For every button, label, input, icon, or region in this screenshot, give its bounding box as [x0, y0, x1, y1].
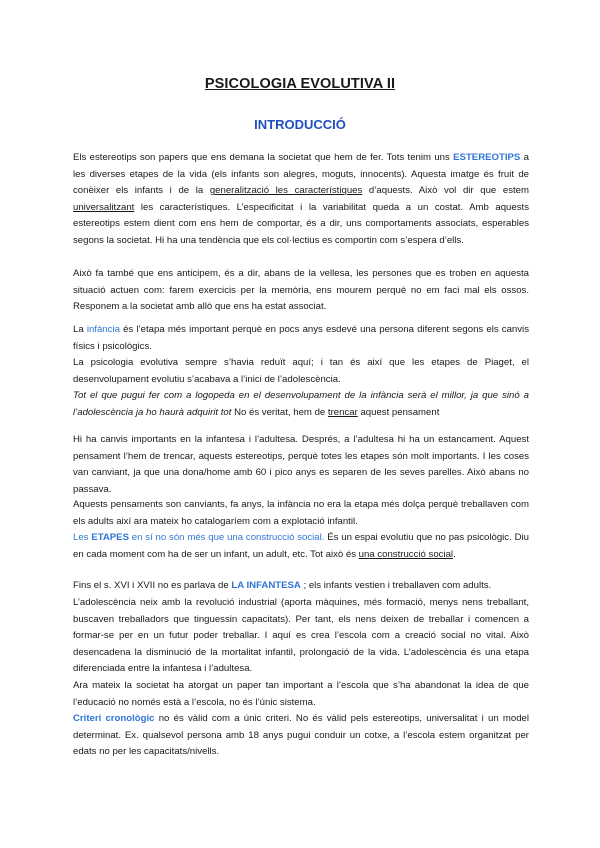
highlight-estereotips: ESTEREOTIPS — [453, 152, 521, 163]
highlight-infancia: infància — [86, 324, 120, 335]
blue-text-run: en sí no són més que una construcció social. — [128, 532, 325, 543]
paragraph-infantesa — [73, 578, 529, 595]
text-run: no és vàlid com a únic criteri. No és vàlid pels estereotips, universalitat i un model determinat. Ex. qualsevol persona amb 18 anys pugui conduir un cotxe, a l’escola estem organitzat per edats no per les capacitats/nivells. — [73, 713, 529, 758]
text-run: aquest pensament — [357, 406, 440, 418]
paragraph-canvis: Hi ha canvis importants en la infantesa i l’adultesa. Després, a l’adultesa hi ha un estancament. Aquest pensament l’hem de trencar, aquests estereotips, perquè totes les etapes són molt importants. I les coses van canviant, ja que una dona/home amb 60 i pico anys es separen de les seves parelles. Això abans no passava. — [73, 434, 529, 495]
underlined-trencar: trencar — [327, 406, 358, 418]
section-heading: INTRODUCCIÓ — [254, 117, 346, 132]
text-run: Fins el s. XVI i XVII no es parlava de — [73, 580, 232, 591]
text-run: ; els infants vestien i treballaven com adults. — [300, 580, 492, 591]
paragraph-piaget: La psicologia evolutiva sempre s’havia reduït aquí; i tan és així que les etapes de Piaget, el desenvolupament evolutiu s’acabava a l’inici de l’adolescència. — [73, 357, 529, 385]
highlight-criteri-cronologic: Criteri cronològic — [73, 713, 155, 724]
paragraph-estereotips — [73, 150, 529, 250]
text-run: La — [73, 324, 87, 335]
text-run: Els estereotips son papers que ens demana la societat que hem de fer. Tots tenim uns — [73, 152, 454, 163]
paragraph-pensaments: Aquests pensaments son canviants, fa anys, la infància no era la etapa més dolça perquè treballaven com els adults així ara mateix ho catalogaríem com a explotació infantil. — [73, 499, 529, 527]
paragraph-escola: Ara mateix la societat ha atorgat un paper tan important a l’escola que s’ha abandonat la idea de que l’educació no només està a l’escola, no és l’únic sistema. — [73, 680, 529, 708]
underlined-universalitzant: universalitzant — [73, 201, 135, 213]
document-title: PSICOLOGIA EVOLUTIVA II — [204, 76, 396, 92]
text-run: les característiques. L’especificitat i la variabilitat queda a un costat. Amb aquests estereotips estem dient com ens hem de comportar, és a dir, uns comportaments associats, esperables segons la societat. Hi ha una tendència que els col·lectius es comportin com s’espera d’ells. — [73, 201, 529, 246]
text-run: . — [453, 548, 456, 560]
highlight-la-infantesa: LA INFANTESA — [231, 580, 301, 591]
underlined-generalitzacio: generalització les característiques — [209, 185, 363, 197]
underlined-construccio-social: una construcció social — [358, 548, 454, 560]
italic-quote: Tot el que pugui fer com a logopeda en el desenvolupament de la infància serà el millor, ja que sinó a l’adolescència ja ho haurà adquirit tot — [73, 390, 529, 418]
paragraph-adolescencia: L’adolescència neix amb la revolució industrial (aporta màquines, més formació, menys nens treballant, buscaven treballadors que tinguessin capacitats). Per tant, els nens deixen de treballar i comencen a formar-se per en un futur poder treballar. I aquí es crea l’escola com a creació social no vital. Això desencadena la disminució de la mortalitat infantil, prolongació de la vida. L’adolescència és una etapa diferenciada entre la infantesa i l’adultesa. — [73, 597, 529, 675]
paragraph-criteri — [73, 711, 529, 761]
paragraph-anticipacio: Això fa també que ens anticipem, és a dir, abans de la vellesa, les persones que es troben en aquesta situació actuen com: farem exercicis per la memòria, ens mourem perquè no em faci mal els ossos. Responem a la societat amb allò que ens ha estat associat. — [73, 268, 529, 313]
text-run: Les — [73, 532, 92, 543]
paragraph-logopeda — [73, 388, 529, 421]
text-run: És un espai evolutiu que no pas psicològic. Diu en cada moment com ha de ser un infant, un adult, etc. Tot això és — [73, 532, 529, 560]
paragraph-etapes — [73, 530, 529, 563]
paragraph-infancia — [73, 322, 529, 355]
text-run: d’aquests. Això vol dir que estem — [362, 185, 530, 197]
text-run: No és veritat, hem de — [231, 406, 328, 418]
text-run: a les diverses etapes de la vida (els infants son alegres, moguts, innocents). Aquesta imatge és fruit de conèixer els infants i de la — [73, 152, 529, 197]
text-run: és l’etapa més important perquè en pocs anys esdevé una persona diferent segons els canvis físics i psicològics. — [73, 324, 529, 352]
highlight-etapes: ETAPES — [91, 532, 129, 543]
